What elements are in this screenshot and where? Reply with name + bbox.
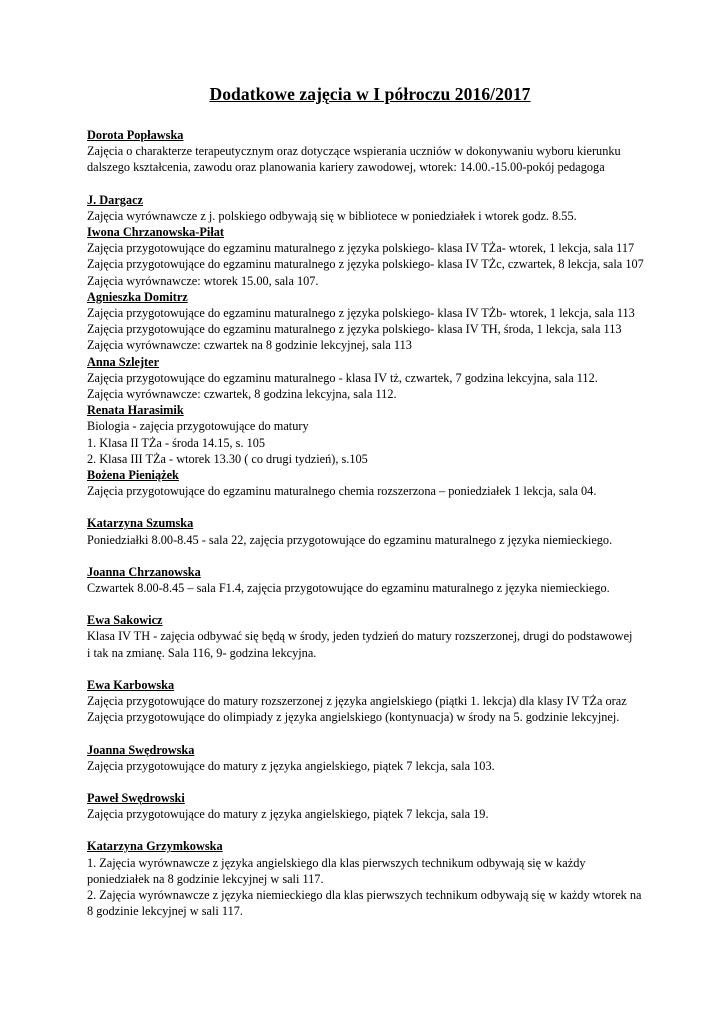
teacher-section xyxy=(87,354,647,403)
schedule-line: Poniedziałki 8.00-8.45 - sala 22, zajęcia przygotowujące do egzaminu maturalnego z języka niemieckiego. xyxy=(87,532,613,547)
schedule-line: 1. Klasa II TŻa - środa 14.15, s. 105 xyxy=(87,435,266,450)
teacher-name: J. Dargacz xyxy=(87,192,143,207)
teacher-name: Ewa Karbowska xyxy=(87,677,175,692)
schedule-line: Zajęcia wyrównawcze: wtorek 15.00, sala 107. xyxy=(87,273,319,288)
teacher-name: Katarzyna Grzymkowska xyxy=(87,839,223,854)
teacher-section xyxy=(87,515,647,547)
page-title: Dodatkowe zajęcia w I półroczu 2016/2017 xyxy=(209,84,531,104)
teacher-section xyxy=(87,402,647,467)
schedule-line: 2. Zajęcia wyrównawcze z języka niemieckiego dla klas pierwszych technikum odbywają się w każdy wtorek na xyxy=(87,887,642,902)
schedule-line: Zajęcia wyrównawcze z j. polskiego odbywają się w bibliotece w poniedziałek i wtorek godz. 8.55. xyxy=(87,208,577,223)
schedule-line: 2. Klasa III TŻa - wtorek 13.30 ( co drugi tydzień), s.105 xyxy=(87,451,368,466)
schedule-line: Zajęcia przygotowujące do egzaminu maturalnego z języka polskiego- klasa IV TŻc, czwartek, 8 lekcja, sala 107 xyxy=(87,257,644,272)
schedule-line: Zajęcia przygotowujące do egzaminu maturalnego z języka polskiego- klasa IV TŻb- wtorek, 1 lekcja, sala 113 xyxy=(87,306,635,321)
teacher-name: Dorota Popławska xyxy=(87,128,184,142)
teacher-name: Bożena Pieniążek xyxy=(87,468,179,483)
schedule-line: 1. Zajęcia wyrównawcze z języka angielskiego dla klas pierwszych technikum odbywają się w każdy xyxy=(87,855,586,870)
schedule-line: Zajęcia przygotowujące do olimpiady z języka angielskiego (kontynuacja) w środy na 5. godzinie lekcyjnej. xyxy=(87,710,620,725)
schedule-line: Zajęcia o charakterze terapeutycznym oraz dotyczące wspierania uczniów w dokonywaniu wyboru kierunku xyxy=(87,144,621,159)
teacher-section xyxy=(87,790,647,822)
schedule-line: poniedziałek na 8 godzinie lekcyjnej w sali 117. xyxy=(87,871,324,886)
teacher-name: Ewa Sakowicz xyxy=(87,613,163,628)
schedule-line: Czwartek 8.00-8.45 – sala F1.4, zajęcia przygotowujące do egzaminu maturalnego z języka niemieckiego. xyxy=(87,581,610,596)
schedule-line: 8 godzinie lekcyjnej w sali 117. xyxy=(87,904,243,919)
teacher-section xyxy=(87,127,647,176)
schedule-line: Zajęcia przygotowujące do egzaminu maturalnego chemia rozszerzona – poniedziałek 1 lekcja, sala 04. xyxy=(87,484,597,499)
schedule-line: Biologia - zajęcia przygotowujące do matury xyxy=(87,419,309,434)
schedule-line: Zajęcia wyrównawcze: czwartek na 8 godzinie lekcyjnej, sala 113 xyxy=(87,338,412,353)
document-page xyxy=(87,84,647,919)
schedule-line: Klasa IV TH - zajęcia odbywać się będą w środy, jeden tydzień do matury rozszerzonej, drugi do podstawowej xyxy=(87,629,633,644)
teacher-section xyxy=(87,612,647,661)
schedule-line: Zajęcia przygotowujące do egzaminu maturalnego z języka polskiego- klasa IV TŻa- wtorek, 1 lekcja, sala 117 xyxy=(87,241,635,256)
schedule-line: Zajęcia wyrównawcze: czwartek, 8 godzina lekcyjna, sala 112. xyxy=(87,387,397,402)
teacher-section xyxy=(87,564,647,596)
teacher-section xyxy=(87,224,647,289)
teacher-section xyxy=(87,467,647,499)
teacher-name: Joanna Swędrowska xyxy=(87,742,195,757)
teacher-name: Agnieszka Domitrz xyxy=(87,289,188,304)
teacher-section xyxy=(87,677,647,726)
schedule-line: Zajęcia przygotowujące do matury z języka angielskiego, piątek 7 lekcja, sala 103. xyxy=(87,758,495,773)
teacher-name: Katarzyna Szumska xyxy=(87,516,194,531)
schedule-line: i tak na zmianę. Sala 116, 9- godzina lekcyjna. xyxy=(87,645,317,660)
schedule-line: dalszego kształcenia, zawodu oraz planowania kariery zawodowej, wtorek: 14.00.-15.00-pokój pedagoga xyxy=(87,160,605,175)
sections-container xyxy=(87,127,647,919)
schedule-line: Zajęcia przygotowujące do matury rozszerzonej z języka angielskiego (piątki 1. lekcja) dla klasy IV TŻa oraz xyxy=(87,694,627,709)
teacher-section xyxy=(87,192,647,224)
teacher-name: Joanna Chrzanowska xyxy=(87,564,201,579)
teacher-section xyxy=(87,289,647,354)
teacher-name: Renata Harasimik xyxy=(87,403,184,418)
teacher-name: Anna Szlejter xyxy=(87,354,160,369)
teacher-name: Iwona Chrzanowska-Piłat xyxy=(87,225,224,240)
schedule-line: Zajęcia przygotowujące do matury z języka angielskiego, piątek 7 lekcja, sala 19. xyxy=(87,807,489,822)
teacher-section xyxy=(87,838,647,919)
teacher-section xyxy=(87,742,647,774)
schedule-line: Zajęcia przygotowujące do egzaminu maturalnego z języka polskiego- klasa IV TH, środa, 1 lekcja, sala 113 xyxy=(87,322,622,337)
teacher-name: Paweł Swędrowski xyxy=(87,790,185,805)
schedule-line: Zajęcia przygotowujące do egzaminu maturalnego - klasa IV tż, czwartek, 7 godzina lekcyjna, sala 112. xyxy=(87,370,598,385)
